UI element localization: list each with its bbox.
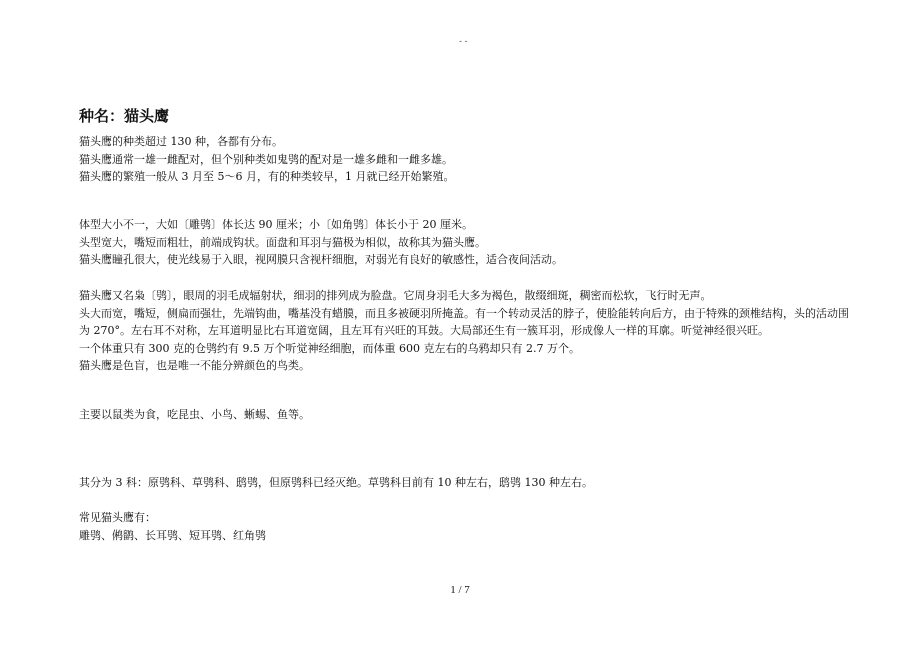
page-header-mark: - -: [459, 36, 468, 46]
page-number: 1 / 7: [450, 584, 470, 596]
text-line: 猫头鹰通常一雄一雌配对，但个别种类如鬼鸮的配对是一雄多雌和一雌多雄。: [79, 152, 453, 166]
paragraph-diet: [79, 406, 849, 424]
document-title: 种名：猫头鹰: [79, 107, 170, 125]
text-line: 头大而宽，嘴短，侧扁而强壮，先端钩曲，嘴基没有蜡膜，而且多被硬羽所掩盖。有一个转动灵活的脖子，使脸能转向后方，由于特殊的颈椎结构，头的活动围为 270°。左右耳不对称，左耳道明显比右耳道宽阔，且左耳有兴旺的耳鼓。大局部还生有一簇耳羽，形成像人一样的耳廓。听觉神经很兴旺。: [79, 306, 849, 337]
text-line: 一个体重只有 300 克的仓鸮约有 9.5 万个听觉神经细胞，而体重 600 克左右的乌鸦却只有 2.7 万个。: [79, 341, 580, 355]
text-line: 体型大小不一，大如〔雕鸮〕体长达 90 厘米；小〔如角鸮〕体长小于 20 厘米。: [79, 218, 473, 231]
text-line: 猫头鹰是色盲，也是唯一不能分辨颜色的鸟类。: [79, 359, 310, 372]
paragraph-classification: [79, 474, 849, 492]
text-line: 常见猫头鹰有：: [79, 511, 156, 524]
text-line: 猫头鹰的种类超过 130 种，各都有分布。: [79, 135, 283, 148]
text-line: 猫头鹰又名枭〔鸮〕，眼周的羽毛成辐射状，细羽的排列成为脸盘。它周身羽毛大多为褐色，散缀细斑，稠密而松软，飞行时无声。: [79, 289, 712, 302]
paragraph-reproduction: [79, 133, 849, 186]
text-line: 头型宽大，嘴短而粗壮，前端成钩状。面盘和耳羽与猫极为相似，故称其为猫头鹰。: [79, 235, 486, 249]
paragraph-body-shape: [79, 216, 849, 269]
text-line: 雕鸮、鸺鹠、长耳鸮、短耳鸮、红角鸮: [79, 528, 266, 542]
paragraph-common-species: [79, 509, 849, 544]
text-line: 其分为 3 科：原鸮科、草鸮科、鸱鸮，但原鸮科已经灭绝。草鸮科目前有 10 种左右，鸱鸮 130 种左右。: [79, 476, 593, 489]
text-line: 猫头鹰的繁殖一般从 3 月至 5～6 月，有的种类较早，1 月就已经开始繁殖。: [79, 170, 455, 183]
text-line: 猫头鹰瞳孔很大，使光线易于入眼，视网膜只含视杆细胞，对弱光有良好的敏感性，适合夜间活动。: [79, 253, 563, 266]
text-line: 主要以鼠类为食，吃昆虫、小鸟、蜥蜴、鱼等。: [79, 408, 310, 421]
paragraph-features: [79, 287, 849, 375]
